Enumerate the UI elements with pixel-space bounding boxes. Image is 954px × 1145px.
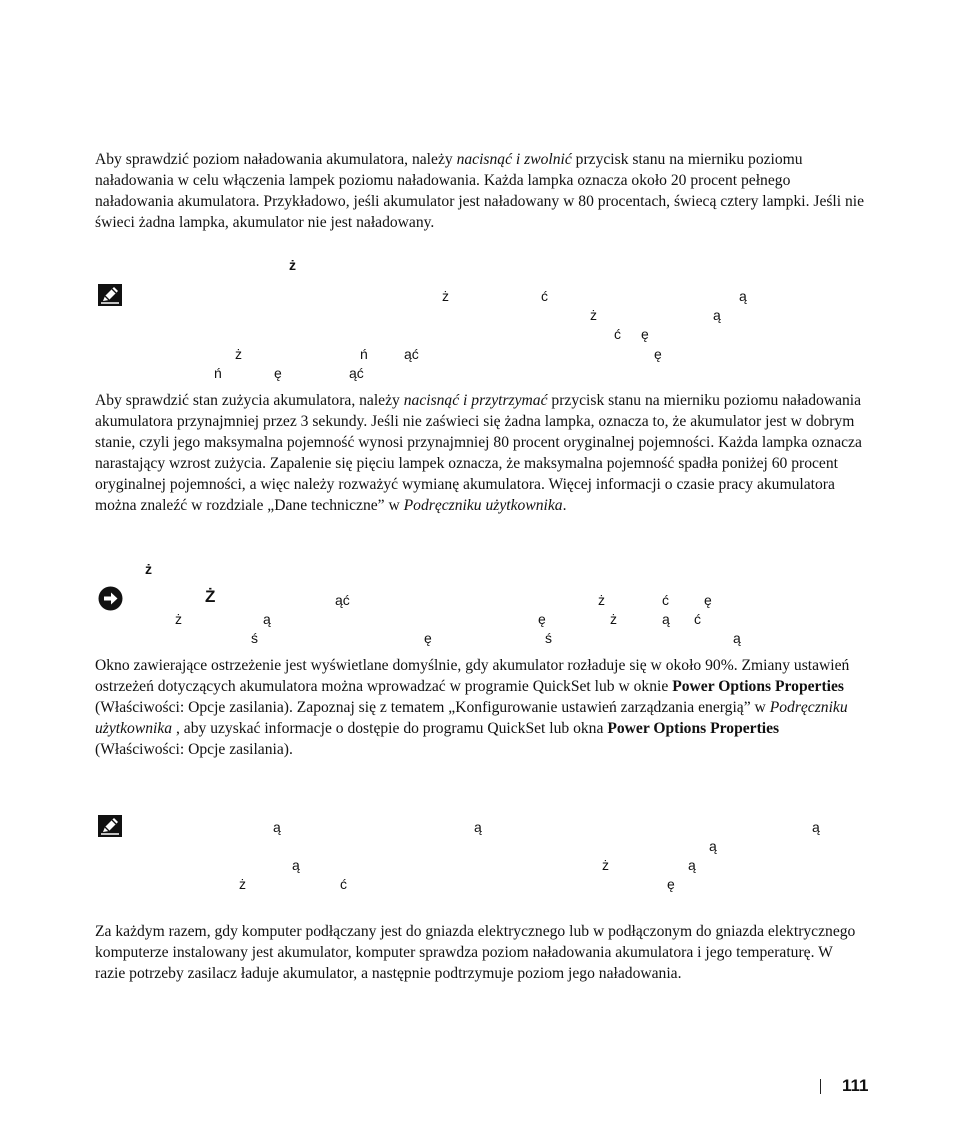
note-fragment: ć: [541, 288, 548, 304]
notice-fragment: ąć: [335, 592, 350, 608]
note-fragment: ę: [667, 876, 675, 892]
page-footer: [820, 1076, 880, 1096]
notice-fragment: Ż: [205, 587, 216, 606]
body-paragraph-battery-warning: Okno zawierające ostrzeżenie jest wyświetlane domyślnie, gdy akumulator rozładuje się w około 90%. Zmiany ustawień ostrzeżeń dotyczących akumulatora można wprowadzać w programie QuickSet lub w oknie Power Options Properties (Właściwości: Opcje zasilania). Zapoznaj się z tematem „Konfigurowanie ustawień zarządzania energią” w Podręczniku użytkownika , aby uzyskać informacje o dostępie do programu QuickSet lub okna Power Options Properties (Właściwości: Opcje zasilania).: [95, 657, 850, 758]
note-fragment: ń: [214, 365, 222, 381]
note-fragment: ąć: [404, 346, 419, 362]
notice-fragment: ę: [424, 630, 432, 646]
notice-fragment: ą: [733, 630, 741, 646]
note-fragment: ą: [292, 857, 300, 873]
note-fragment: ń: [360, 346, 368, 362]
notice-fragment: ś: [545, 630, 552, 646]
body-paragraph-battery-charge: Aby sprawdzić poziom naładowania akumulatora, należy nacisnąć i zwolnić przycisk stanu na mierniku poziomu naładowania w celu włączenia lampek poziomu naładowania. Każda lampka oznacza około 20 procent pełnego naładowania akumulatora. Przykładowo, jeśli akumulator jest naładowany w 80 procentach, świecą cztery lampki. Jeśli nie świeci żadna lampka, akumulator nie jest naładowany.: [95, 151, 865, 231]
heading-fragment: ż: [145, 561, 152, 577]
note-fragment: ą: [474, 819, 482, 835]
note-fragment: ąć: [349, 365, 364, 381]
notice-fragment: ż: [598, 592, 605, 608]
footer-divider: [820, 1079, 821, 1094]
note-fragment: ć: [614, 326, 621, 342]
notice-fragment: ą: [662, 611, 670, 627]
notice-icon: [98, 586, 123, 611]
note-fragment: ć: [340, 876, 347, 892]
notice-fragment: ś: [251, 630, 258, 646]
note-fragment: ą: [688, 857, 696, 873]
note-fragment: ż: [235, 346, 242, 362]
notice-fragment: ę: [538, 611, 546, 627]
notice-fragment: ż: [610, 611, 617, 627]
note-pencil-icon: [98, 284, 122, 306]
notice-fragment: ż: [175, 611, 182, 627]
heading-fragment: ż: [289, 257, 296, 273]
note-fragment: ą: [812, 819, 820, 835]
note-fragment: ą: [273, 819, 281, 835]
note-fragment: ę: [274, 365, 282, 381]
note-fragment: ż: [239, 876, 246, 892]
note-fragment: ą: [709, 838, 717, 854]
note-fragment: ż: [442, 288, 449, 304]
note-fragment: ą: [739, 288, 747, 304]
note-fragment: ę: [654, 346, 662, 362]
body-paragraph-battery-charging: Za każdym razem, gdy komputer podłączany jest do gniazda elektrycznego lub w podłączonym do gniazda elektrycznego komputerze instalowany jest akumulator, komputer sprawdza poziom naładowania akumulatora i jego temperaturę. W razie potrzeby zasilacz ładuje akumulator, a następnie podtrzymuje poziom jego naładowania.: [95, 923, 856, 982]
notice-fragment: ą: [263, 611, 271, 627]
notice-fragment: ć: [662, 592, 669, 608]
page-number: 111: [842, 1076, 869, 1095]
note-fragment: ę: [641, 326, 649, 342]
note-fragment: ż: [590, 307, 597, 323]
notice-fragment: ć: [694, 611, 701, 627]
notice-fragment: ę: [704, 592, 712, 608]
note-fragment: ż: [602, 857, 609, 873]
body-paragraph-battery-health: Aby sprawdzić stan zużycia akumulatora, należy nacisnąć i przytrzymać przycisk stanu na mierniku poziomu naładowania akumulatora przynajmniej przez 3 sekundy. Jeśli nie zaświeci się żadna lampka, oznacza to, że akumulator jest w dobrym stanie, czyli jego maksymalna pojemność wynosi przynajmniej 80 procent oryginalnej pojemności. Każda lampka oznacza narastający wzrost zużycia. Zapalenie się pięciu lampek oznacza, że maksymalna pojemność spadła poniżej 60 procent oryginalnej pojemności, a więc należy rozważyć wymianę akumulatora. Więcej informacji o czasie pracy akumulatora można znaleźć w rozdziale „Dane techniczne” w Podręczniku użytkownika.: [95, 392, 862, 514]
note-fragment: ą: [713, 307, 721, 323]
note-pencil-icon: [98, 815, 122, 837]
